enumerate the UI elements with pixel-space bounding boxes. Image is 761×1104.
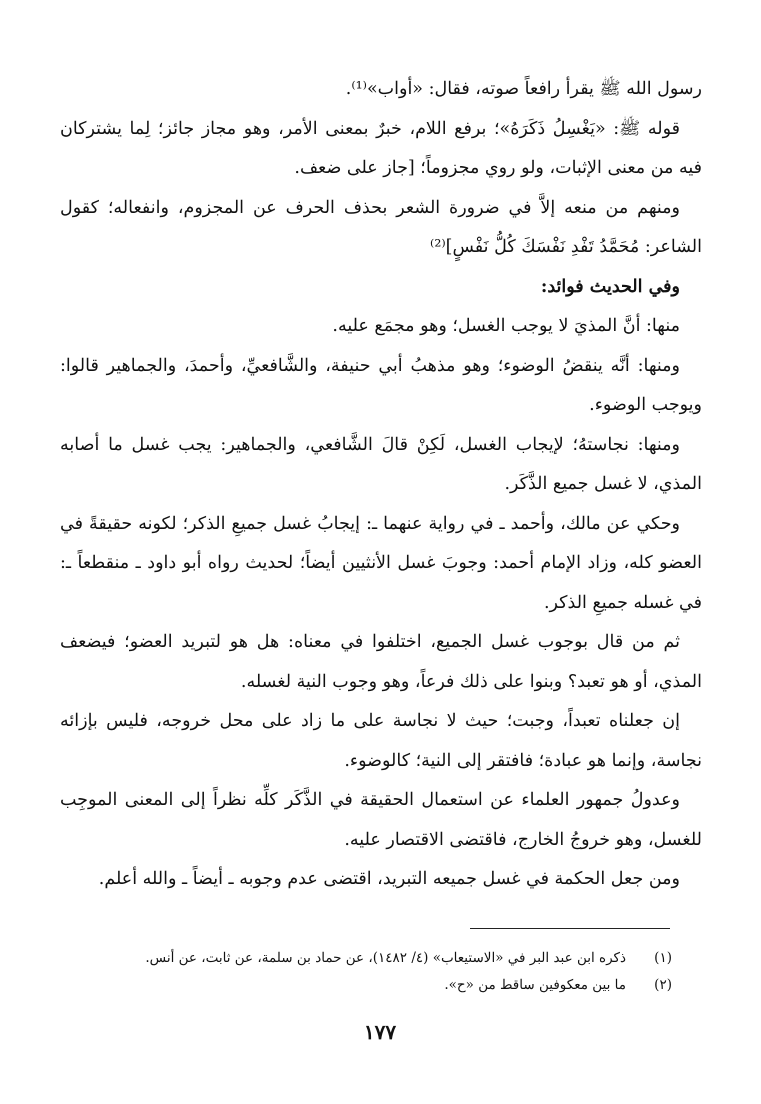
paragraph-2: قوله ﷺ: «يَغْسِلُ ذَكَرَهُ»؛ برفع اللام، خبرٌ بمعنى الأمر، وهو مجاز جائز؛ لِما يشتركان فيه من معنى الإثبات، ولو روي مجزوماً؛ [جاز على ضعف. (60, 118, 702, 178)
footnote-2 (100, 972, 672, 999)
paragraph-5: منها: أنَّ المذيَ لا يوجب الغسل؛ وهو مجمَع عليه. (332, 316, 680, 336)
paragraph-7: ومنها: نجاستهُ؛ لإيجاب الغسل، لَكِنْ قالَ الشَّافعي، والجماهير: يجب غسل ما أصابه المذي، لا غسل جميع الذَّكَر. (60, 434, 702, 494)
section-heading: وفي الحديث فوائد: (540, 276, 680, 297)
footnote-number: (١) (654, 950, 672, 966)
paragraph-3: ومنهم من منعه إلاَّ في ضرورة الشعر بحذف الحرف عن المجزوم، وانفعاله؛ كقول الشاعر: مُحَمَّدُ تَفْدِ نَفْسَكَ كُلُّ نَفْسٍ]⁽²⁾ (60, 197, 702, 257)
paragraph-6: ومنها: أنَّه ينقضُ الوضوء؛ وهو مذهبُ أبي حنيفة، والشَّافعيِّ، وأحمدَ، والجماهير قالوا: ويوجب الوضوء. (60, 355, 702, 415)
paragraph-11: وعدولُ جمهور العلماء عن استعمال الحقيقة في الذَّكَر كلِّه نظراً إلى المعنى الموجِب للغسل، وهو خروجُ الخارج، فاقتضى الاقتصار عليه. (60, 790, 702, 850)
paragraph-1: رسول الله ﷺ يقرأ رافعاً صوته، فقال: «أواب»⁽¹⁾. (345, 79, 702, 99)
footnote-text: ما بين معكوفين ساقط من «ح». (444, 977, 626, 993)
paragraph-10: إن جعلناه تعبداً، وجبت؛ حيث لا نجاسة على ما زاد على محل خروجه، فليس بإزائه نجاسة، وإنما هو عبادة؛ فافتقر إلى النية؛ كالوضوء. (60, 711, 702, 771)
footnote-1 (100, 945, 672, 972)
footnote-text: ذكره ابن عبد البر في «الاستيعاب» (٤/ ١٤٨٢)، عن حماد بن سلمة، عن ثابت، عن أنس. (145, 950, 626, 966)
footnotes (100, 945, 672, 999)
paragraph-9: ثم من قال بوجوب غسل الجميع، اختلفوا في معناه: هل هو لتبريد العضو؛ فيضعف المذي، أو هو تعبد؟ وبنوا على ذلك فرعاً، وهو وجوب النية لغسله. (60, 632, 702, 692)
page-number: ١٧٧ (363, 1020, 397, 1044)
footnote-number: (٢) (654, 977, 672, 993)
paragraph-8: وحكي عن مالك، وأحمد ـ في رواية عنهما ـ: إيجابُ غسل جميعِ الذكر؛ لكونه حقيقةً في العضو كله، وزاد الإمام أحمد: وجوبَ غسل الأنثيين أيضاً؛ لحديث رواه أبو داود ـ منقطعاً ـ: في غسله جميعِ الذكر. (60, 513, 702, 613)
main-text (60, 70, 702, 900)
paragraph-12: ومن جعل الحكمة في غسل جميعه التبريد، اقتضى عدم وجوبه ـ أيضاً ـ والله أعلم. (98, 869, 680, 889)
footnote-separator (470, 928, 670, 929)
